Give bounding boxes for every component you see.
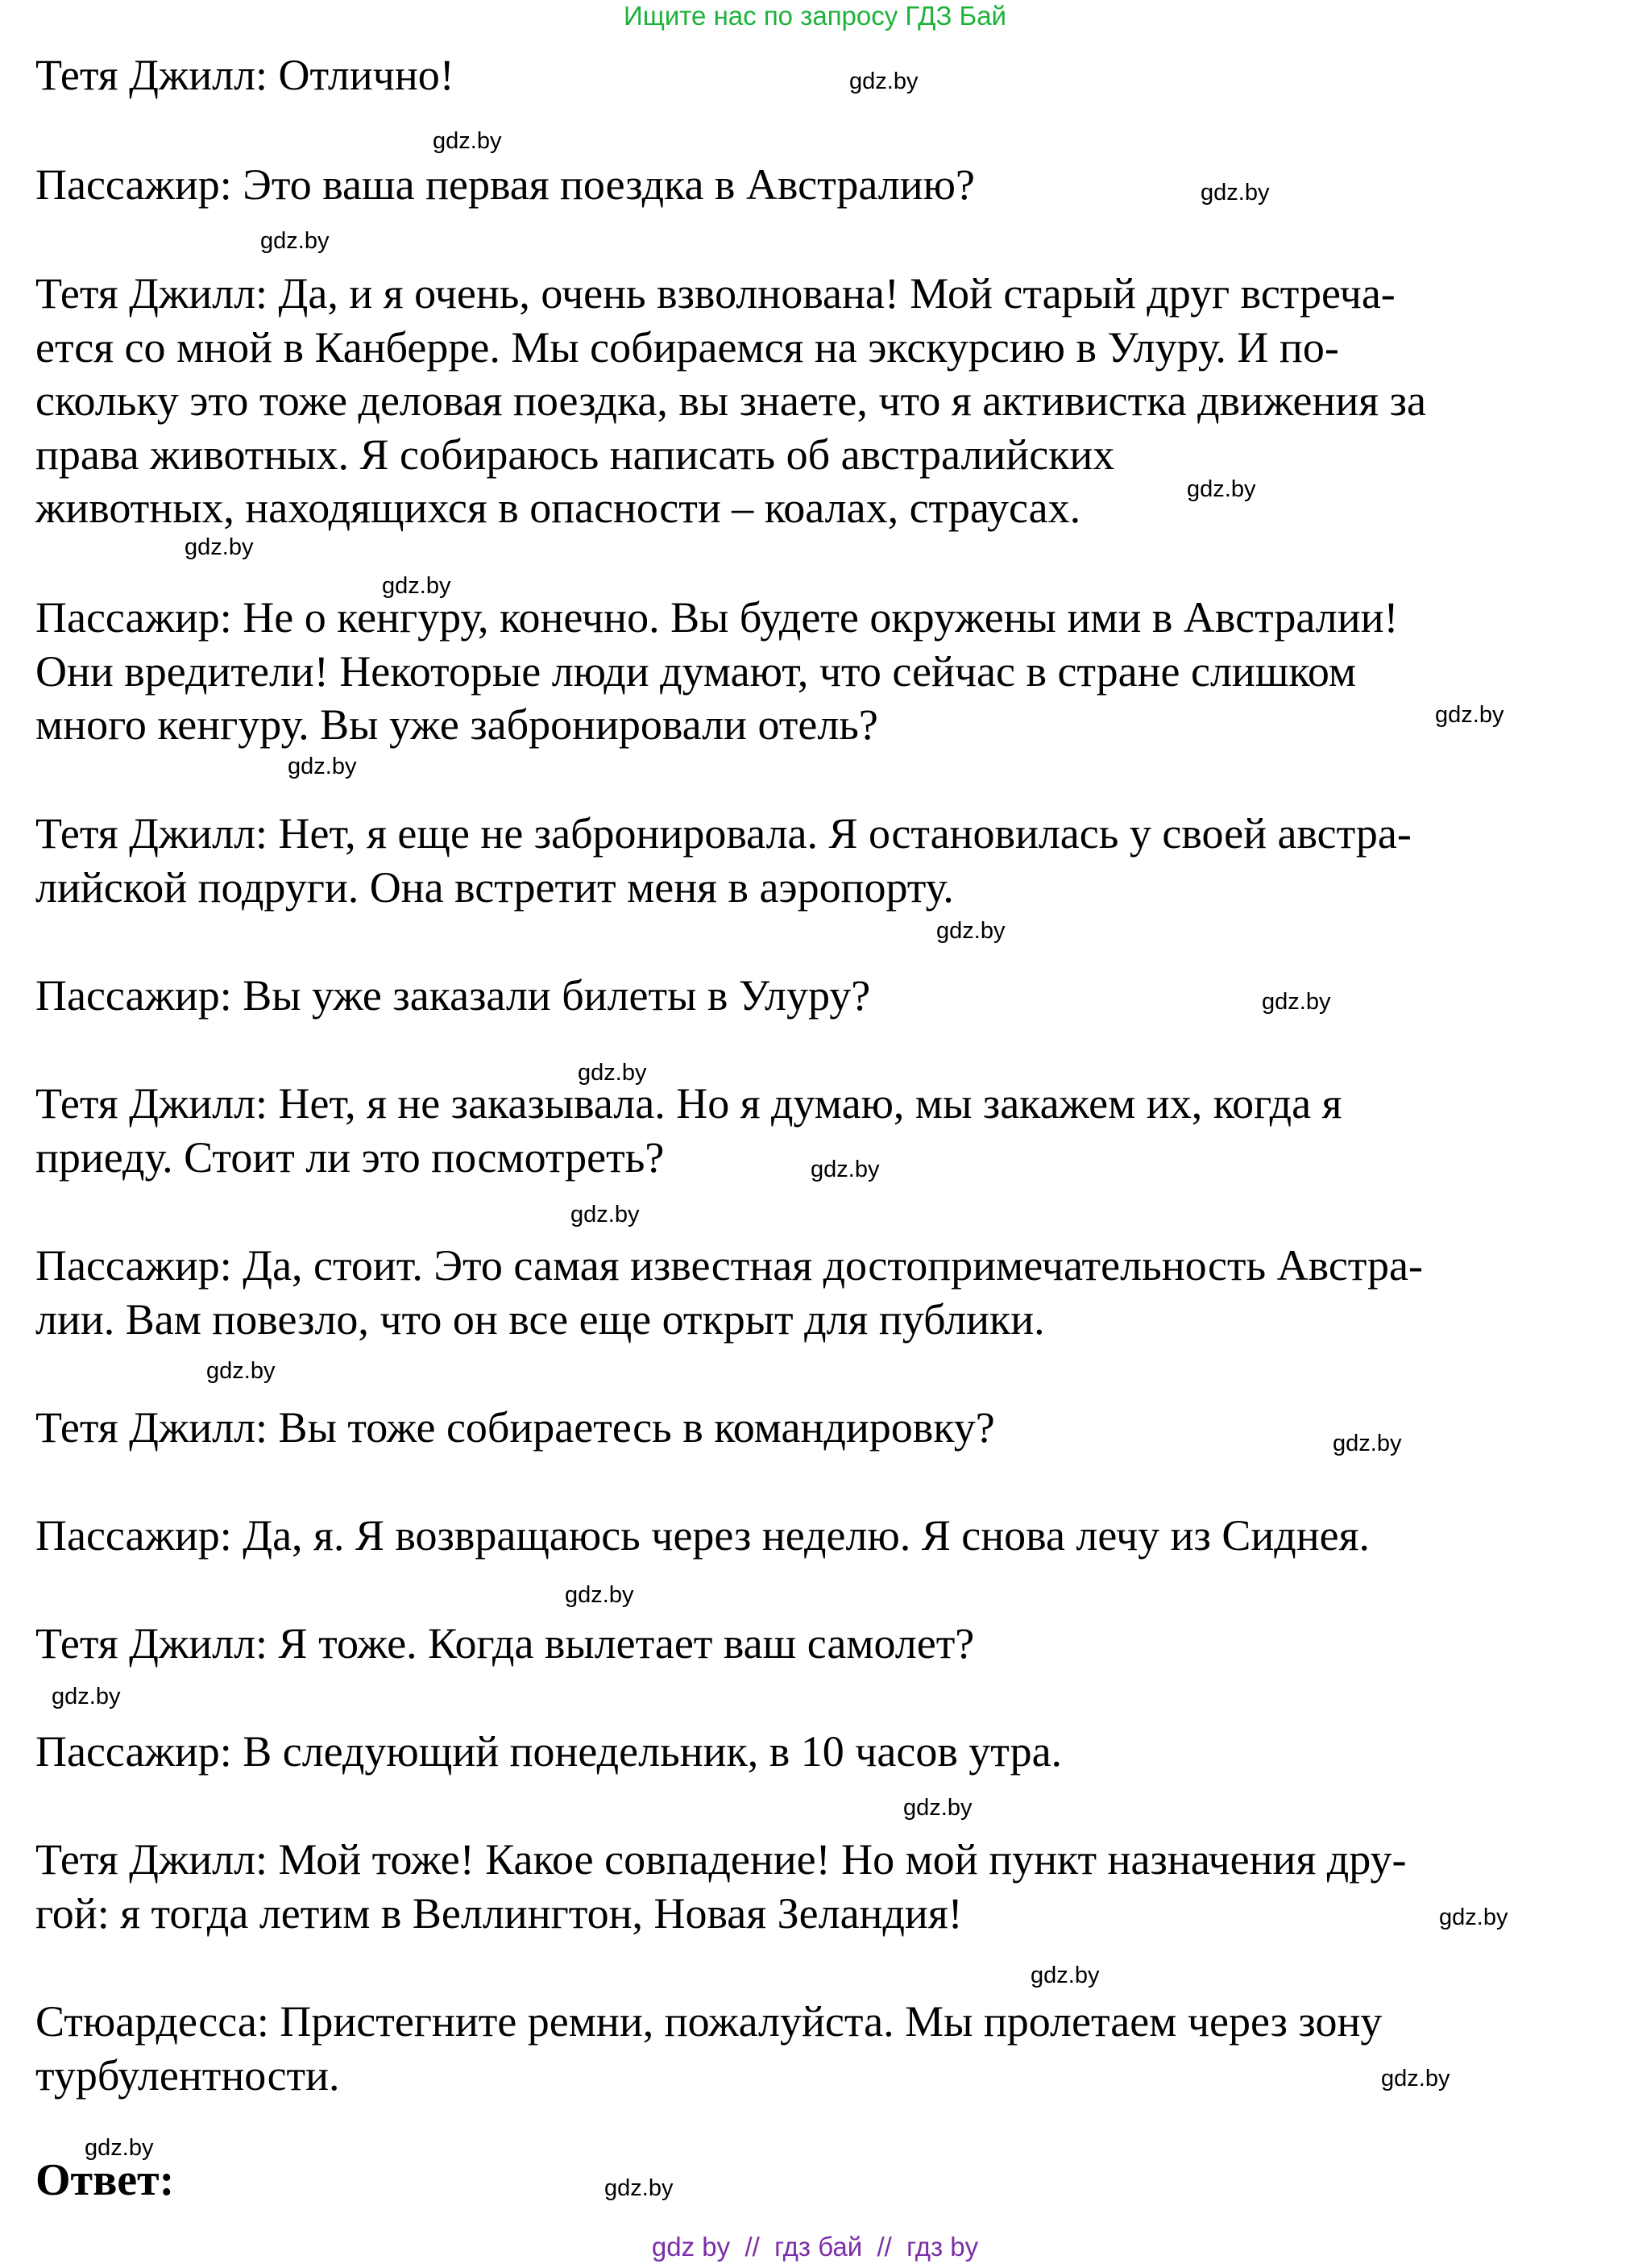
- footer-links[interactable]: gdz by // гдз бай // гдз by: [651, 2232, 979, 2262]
- dialogue-paragraph: [35, 1077, 1566, 1184]
- dialogue-line: много кенгуру. Вы уже забронировали отель?: [35, 700, 878, 749]
- dialogue-paragraph: [35, 591, 1566, 752]
- dialogue-line: приеду. Стоит ли это посмотреть?: [35, 1132, 665, 1182]
- dialogue-line: гой: я тогда летим в Веллингтон, Новая Зеландия!: [35, 1888, 963, 1938]
- dialogue-line: лийской подруги. Она встретит меня в аэропорту.: [35, 862, 954, 912]
- search-hint-link[interactable]: Ищите нас по запросу ГДЗ Бай: [624, 1, 1006, 31]
- watermark: gdz.by: [570, 1202, 640, 1227]
- dialogue-line: Стюардесса: Пристегните ремни, пожалуйста. Мы пролетаем через зону: [35, 1997, 1383, 2046]
- watermark: gdz.by: [936, 918, 1006, 944]
- dialogue-line: Пассажир: Да, я. Я возвращаюсь через неделю. Я снова лечу из Сиднея.: [35, 1511, 1370, 1560]
- watermark: gdz.by: [1262, 989, 1331, 1015]
- dialogue-line: Тетя Джилл: Нет, я не заказывала. Но я думаю, мы закажем их, когда я: [35, 1079, 1342, 1128]
- watermark: gdz.by: [578, 1060, 647, 1086]
- watermark: gdz.by: [1187, 476, 1256, 502]
- dialogue-paragraph: [35, 1239, 1566, 1346]
- dialogue-paragraph: [35, 1725, 1566, 1779]
- dialogue-line: права животных. Я собираюсь написать об австралийских: [35, 430, 1115, 479]
- dialogue-line: ется со мной в Канберре. Мы собираемся на экскурсию в Улуру. И по-: [35, 322, 1339, 372]
- watermark: gdz.by: [206, 1358, 276, 1384]
- dialogue-line: Пассажир: Не о кенгуру, конечно. Вы будете окружены ими в Австралии!: [35, 593, 1399, 642]
- watermark: gdz.by: [903, 1795, 973, 1821]
- watermark: gdz.by: [382, 573, 451, 599]
- watermark: gdz.by: [260, 228, 330, 254]
- dialogue-line: животных, находящихся в опасности – коалах, страусах.: [35, 484, 1081, 532]
- watermark: gdz.by: [52, 1684, 121, 1709]
- watermark: gdz.by: [1439, 1905, 1508, 1930]
- dialogue-paragraph: [35, 1617, 1566, 1671]
- watermark: gdz.by: [811, 1157, 880, 1182]
- dialogue-paragraph: [35, 1509, 1566, 1563]
- watermark: gdz.by: [1381, 2066, 1450, 2091]
- dialogue-line: Они вредители! Некоторые люди думают, что сейчас в стране слишком: [35, 646, 1357, 696]
- dialogue-line: Пассажир: Это ваша первая поездка в Австралию?: [35, 160, 975, 209]
- dialogue-line: Пассажир: Вы уже заказали билеты в Улуру?: [35, 971, 871, 1020]
- dialogue-line: турбулентности.: [35, 2050, 340, 2100]
- answer-label: Ответ:: [35, 2155, 175, 2205]
- dialogue-line: Пассажир: Да, стоит. Это самая известная достопримечательность Австра-: [35, 1241, 1423, 1290]
- watermark: gdz.by: [604, 2175, 674, 2201]
- dialogue-line: Тетя Джилл: Вы тоже собираетесь в командировку?: [35, 1403, 995, 1452]
- dialogue-line: Пассажир: В следующий понедельник, в 10 часов утра.: [35, 1727, 1063, 1776]
- watermark: gdz.by: [1435, 702, 1504, 728]
- dialogue-paragraph: [35, 1995, 1566, 2102]
- dialogue-line: Тетя Джилл: Да, и я очень, очень взволнована! Мой старый друг встреча-: [35, 269, 1396, 318]
- watermark: gdz.by: [288, 754, 357, 779]
- watermark: gdz.by: [1333, 1431, 1402, 1456]
- dialogue-line: Тетя Джилл: Отлично!: [35, 51, 454, 99]
- watermark: gdz.by: [433, 128, 502, 154]
- watermark: gdz.by: [185, 534, 254, 560]
- watermark: gdz.by: [565, 1582, 634, 1608]
- dialogue-paragraph: [35, 48, 1566, 102]
- dialogue-line: лии. Вам повезло, что он все еще открыт для публики.: [35, 1294, 1045, 1344]
- dialogue-paragraph: [35, 158, 1566, 212]
- dialogue-paragraph: [35, 807, 1566, 914]
- dialogue-paragraph: [35, 1833, 1566, 1940]
- watermark: gdz.by: [85, 2135, 154, 2161]
- dialogue-line: Тетя Джилл: Я тоже. Когда вылетает ваш самолет?: [35, 1619, 975, 1668]
- dialogue-line: Тетя Джилл: Мой тоже! Какое совпадение! Но мой пункт назначения дру-: [35, 1835, 1407, 1884]
- watermark: gdz.by: [1031, 1963, 1100, 1988]
- watermark: gdz.by: [849, 69, 919, 94]
- watermark: gdz.by: [1201, 180, 1270, 206]
- dialogue-line: скольку это тоже деловая поездка, вы знаете, что я активистка движения за: [35, 376, 1426, 425]
- dialogue-paragraph: [35, 267, 1566, 535]
- dialogue-line: Тетя Джилл: Нет, я еще не забронировала. Я остановилась у своей австра-: [35, 809, 1412, 858]
- dialogue-paragraph: [35, 969, 1566, 1023]
